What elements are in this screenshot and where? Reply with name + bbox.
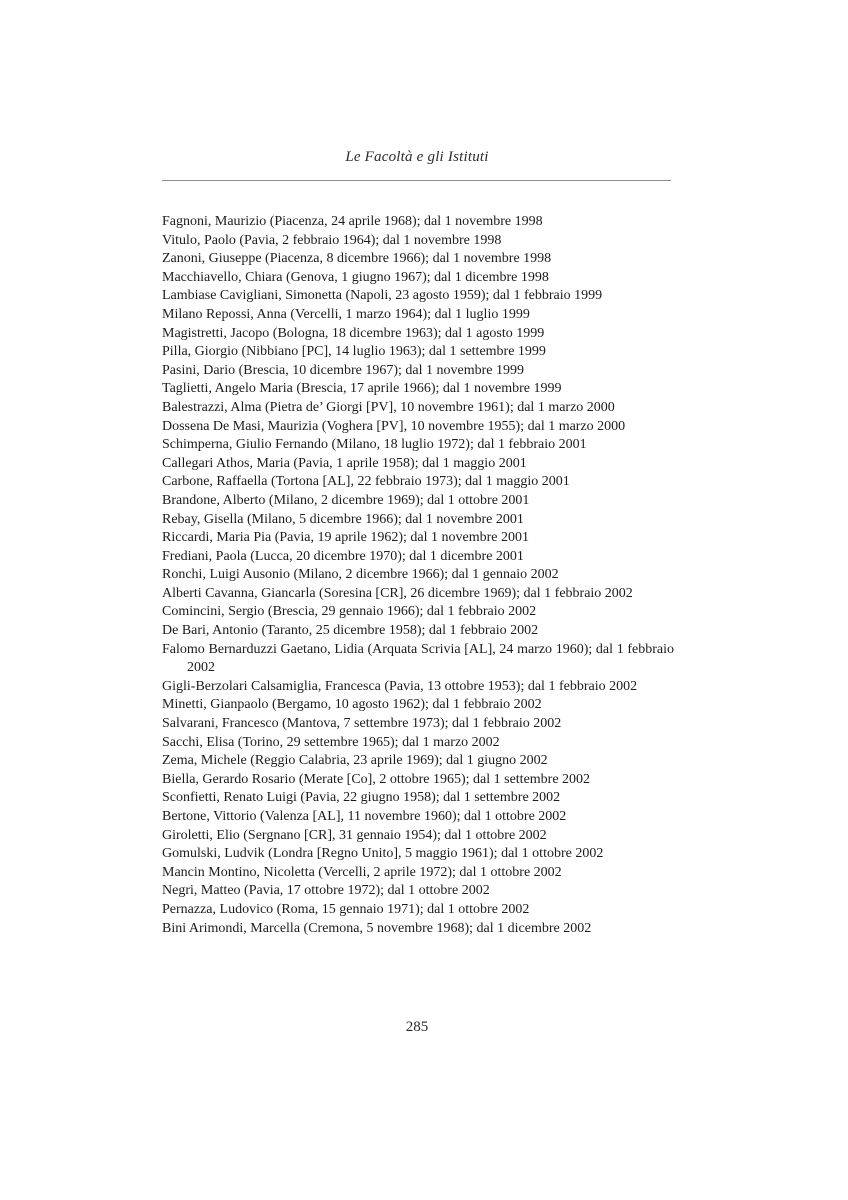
registry-entry: Sconfietti, Renato Luigi (Pavia, 22 giugno 1958); dal 1 settembre 2002 bbox=[162, 790, 561, 806]
registry-entry: Lambiase Cavigliani, Simonetta (Napoli, 23 agosto 1959); dal 1 febbraio 1999 bbox=[162, 288, 603, 304]
header-rule bbox=[162, 180, 671, 181]
registry-entry: Alberti Cavanna, Giancarla (Soresina [CR], 26 dicembre 1969); dal 1 febbraio 2002 bbox=[162, 585, 633, 601]
registry-entry: Salvarani, Francesco (Mantova, 7 settembre 1973); dal 1 febbraio 2002 bbox=[162, 716, 562, 732]
registry-entry: Biella, Gerardo Rosario (Merate [Co], 2 ottobre 1965); dal 1 settembre 2002 bbox=[162, 771, 591, 787]
registry-entry: Callegari Athos, Maria (Pavia, 1 aprile 1958); dal 1 maggio 2001 bbox=[162, 455, 527, 471]
registry-entry: Macchiavello, Chiara (Genova, 1 giugno 1967); dal 1 dicembre 1998 bbox=[162, 269, 549, 285]
registry-entry: Balestrazzi, Alma (Pietra de’ Giorgi [PV], 10 novembre 1961); dal 1 marzo 2000 bbox=[162, 399, 615, 415]
registry-entry: Gigli-Berzolari Calsamiglia, Francesca (Pavia, 13 ottobre 1953); dal 1 febbraio 2002 bbox=[162, 678, 638, 694]
registry-entry: Ronchi, Luigi Ausonio (Milano, 2 dicembre 1966); dal 1 gennaio 2002 bbox=[162, 567, 559, 583]
registry-entry: Taglietti, Angelo Maria (Brescia, 17 aprile 1966); dal 1 novembre 1999 bbox=[162, 381, 562, 397]
registry-entry: Pernazza, Ludovico (Roma, 15 gennaio 1971); dal 1 ottobre 2002 bbox=[162, 901, 530, 917]
registry-entry: Zanoni, Giuseppe (Piacenza, 8 dicembre 1966); dal 1 novembre 1998 bbox=[162, 251, 552, 267]
registry-entry: Dossena De Masi, Maurizia (Voghera [PV], 10 novembre 1955); dal 1 marzo 2000 bbox=[162, 418, 626, 434]
registry-entry: Pasini, Dario (Brescia, 10 dicembre 1967); dal 1 novembre 1999 bbox=[162, 362, 524, 378]
registry-entry: Giroletti, Elio (Sergnano [CR], 31 gennaio 1954); dal 1 ottobre 2002 bbox=[162, 827, 547, 843]
registry-entry: Rebay, Gisella (Milano, 5 dicembre 1966); dal 1 novembre 2001 bbox=[162, 511, 524, 527]
registry-entry: Falomo Bernarduzzi Gaetano, Lidia (Arquata Scrivia [AL], 24 marzo 1960); dal 1 febbraio 2002 bbox=[162, 641, 674, 676]
registry-entry: Vitulo, Paolo (Pavia, 2 febbraio 1964); dal 1 novembre 1998 bbox=[162, 232, 502, 248]
page-number: 285 bbox=[405, 1019, 429, 1035]
registry-entry: Frediani, Paola (Lucca, 20 dicembre 1970); dal 1 dicembre 2001 bbox=[162, 548, 524, 564]
registry-entry: De Bari, Antonio (Taranto, 25 dicembre 1958); dal 1 febbraio 2002 bbox=[162, 623, 539, 639]
registry-entry: Sacchi, Elisa (Torino, 29 settembre 1965); dal 1 marzo 2002 bbox=[162, 734, 500, 750]
registry-entry: Riccardi, Maria Pia (Pavia, 19 aprile 1962); dal 1 novembre 2001 bbox=[162, 530, 530, 546]
registry-entry: Milano Repossi, Anna (Vercelli, 1 marzo 1964); dal 1 luglio 1999 bbox=[162, 306, 530, 322]
registry-entry: Bertone, Vittorio (Valenza [AL], 11 novembre 1960); dal 1 ottobre 2002 bbox=[162, 809, 567, 824]
registry-entry: Bini Arimondi, Marcella (Cremona, 5 novembre 1968); dal 1 dicembre 2002 bbox=[162, 920, 592, 936]
registry-entry: Gomulski, Ludvik (Londra [Regno Unito], 5 maggio 1961); dal 1 ottobre 2002 bbox=[162, 846, 604, 862]
registry-entry: Schimperna, Giulio Fernando (Milano, 18 luglio 1972); dal 1 febbraio 2001 bbox=[162, 437, 587, 453]
registry-entry: Brandone, Alberto (Milano, 2 dicembre 1969); dal 1 ottobre 2001 bbox=[162, 492, 530, 508]
running-header: Le Facoltà e gli Istituti bbox=[345, 149, 489, 165]
registry-entry: Zema, Michele (Reggio Calabria, 23 aprile 1969); dal 1 giugno 2002 bbox=[162, 753, 548, 769]
entry-list bbox=[162, 213, 674, 938]
registry-entry: Carbone, Raffaella (Tortona [AL], 22 febbraio 1973); dal 1 maggio 2001 bbox=[162, 474, 570, 490]
registry-entry: Comincini, Sergio (Brescia, 29 gennaio 1966); dal 1 febbraio 2002 bbox=[162, 604, 537, 620]
registry-entry: Minetti, Gianpaolo (Bergamo, 10 agosto 1962); dal 1 febbraio 2002 bbox=[162, 697, 542, 713]
registry-entry: Fagnoni, Maurizio (Piacenza, 24 aprile 1968); dal 1 novembre 1998 bbox=[162, 214, 543, 229]
registry-entry: Negri, Matteo (Pavia, 17 ottobre 1972); dal 1 ottobre 2002 bbox=[162, 883, 490, 899]
registry-entry: Pilla, Giorgio (Nibbiano [PC], 14 luglio 1963); dal 1 settembre 1999 bbox=[162, 344, 546, 360]
registry-entry: Magistretti, Jacopo (Bologna, 18 dicembre 1963); dal 1 agosto 1999 bbox=[162, 325, 545, 341]
registry-entry: Mancin Montino, Nicoletta (Vercelli, 2 aprile 1972); dal 1 ottobre 2002 bbox=[162, 864, 562, 880]
